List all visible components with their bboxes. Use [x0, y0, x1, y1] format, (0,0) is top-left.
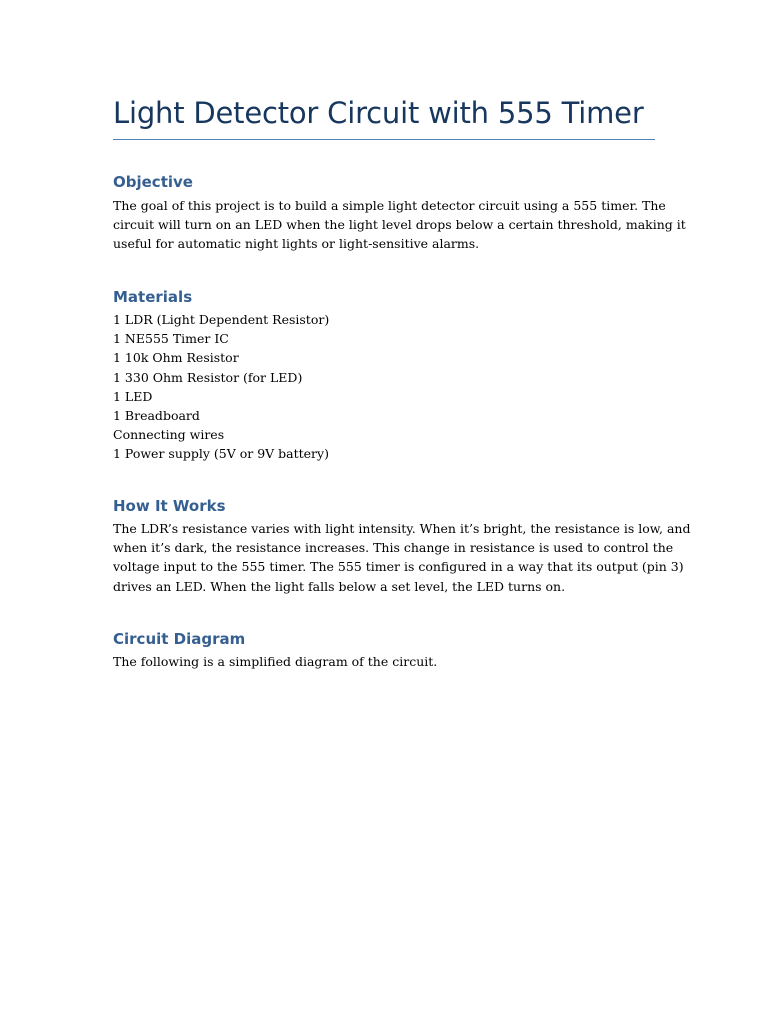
- circuit-diagram-paragraph: [113, 652, 655, 671]
- circuit-diagram-line: The following is a simplified diagram of the circuit.: [113, 654, 438, 669]
- list-item: Connecting wires: [113, 427, 225, 443]
- how-it-works-paragraph: [113, 519, 691, 596]
- how-it-works-line: The LDR’s resistance varies with light intensity. When it’s bright, the resistance is low, and: [113, 521, 691, 536]
- document-title: Light Detector Circuit with 555 Timer: [113, 96, 644, 130]
- list-item: 1 LDR (Light Dependent Resistor): [113, 312, 330, 327]
- title-underline: [113, 139, 655, 140]
- materials-list: [113, 310, 329, 464]
- heading-objective: Objective: [113, 173, 193, 191]
- objective-line: useful for automatic night lights or light-sensitive alarms.: [113, 236, 480, 252]
- how-it-works-line: drives an LED. When the light falls below a set level, the LED turns on.: [113, 578, 566, 594]
- how-it-works-line: voltage input to the 555 timer. The 555 timer is configured in a way that its output (pin 3): [113, 559, 684, 575]
- objective-paragraph: [113, 196, 686, 254]
- list-item: 1 Power supply (5V or 9V battery): [113, 446, 329, 462]
- heading-materials: Materials: [113, 288, 193, 306]
- list-item: 1 10k Ohm Resistor: [113, 350, 239, 366]
- list-item: 1 Breadboard: [113, 407, 200, 423]
- list-item: 1 NE555 Timer IC: [113, 331, 229, 347]
- objective-line: circuit will turn on an LED when the light level drops below a certain threshold, making it: [113, 217, 686, 233]
- list-item: 1 LED: [113, 388, 153, 404]
- heading-circuit-diagram: Circuit Diagram: [113, 630, 246, 648]
- heading-how-it-works: How It Works: [113, 497, 226, 515]
- how-it-works-line: when it’s dark, the resistance increases. This change in resistance is used to control the: [113, 540, 674, 556]
- objective-line: The goal of this project is to build a simple light detector circuit using a 555 timer. The: [113, 198, 666, 213]
- list-item: 1 330 Ohm Resistor (for LED): [113, 369, 303, 385]
